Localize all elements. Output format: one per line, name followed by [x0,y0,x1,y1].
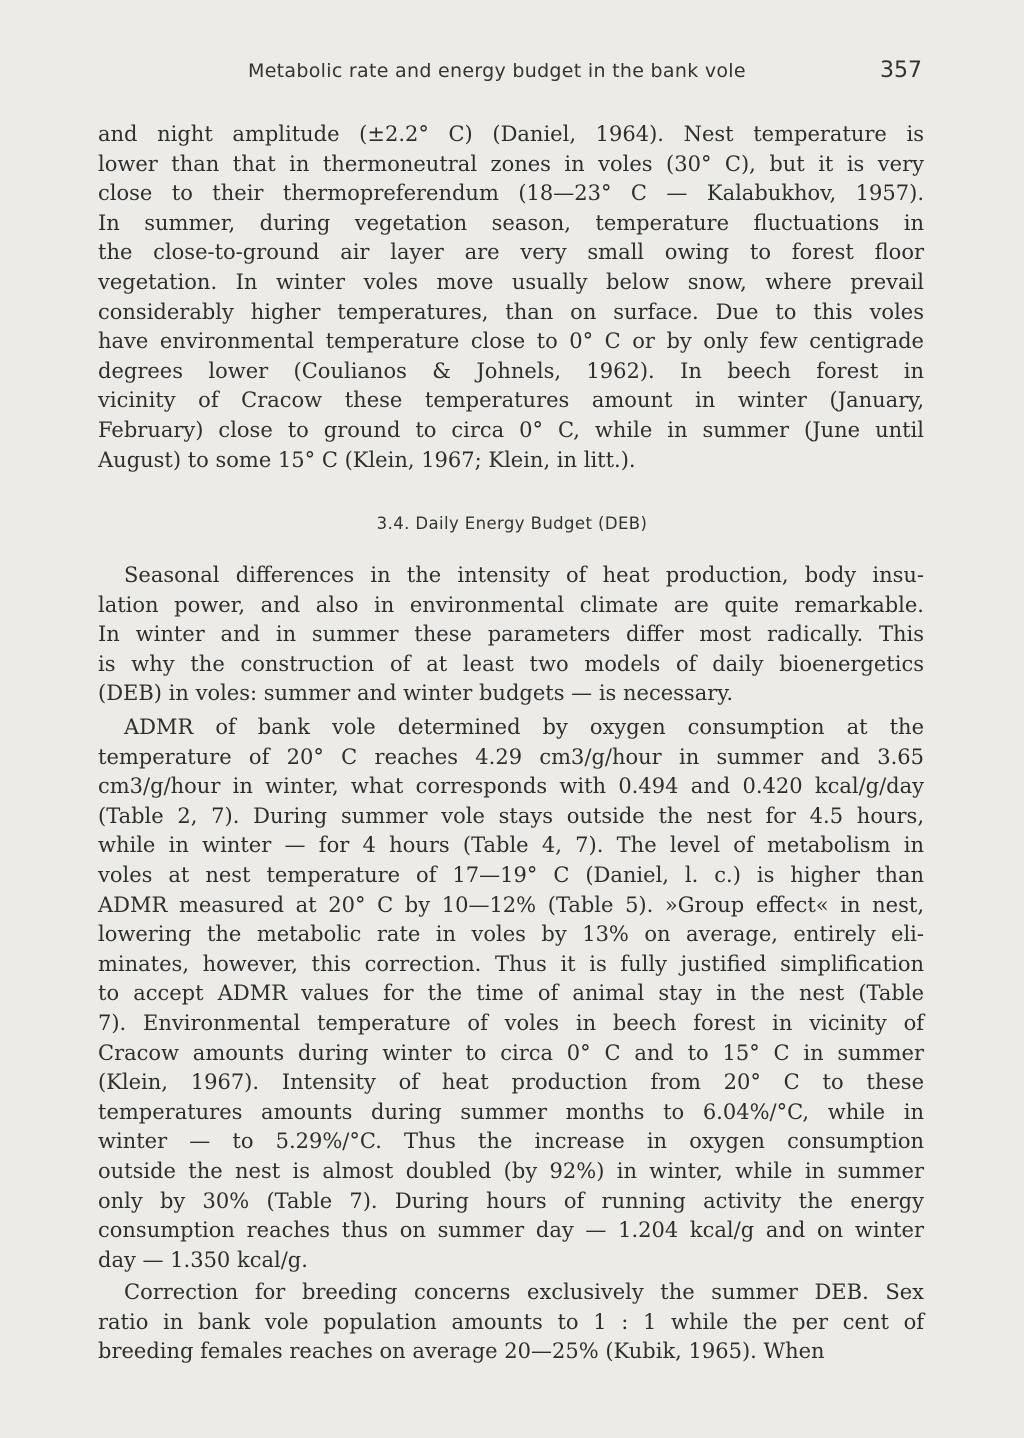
text-line: lation power, and also in environmental climate are quite remarkable. [98,592,924,617]
text-line: degrees lower (Coulianos & Johnels, 1962). In beech forest in [98,358,924,383]
text-line: 7). Environmental temperature of voles in beech forest in vicinity of [98,1010,924,1035]
text-line: (Klein, 1967). Intensity of heat production from 20° C to these [98,1070,924,1095]
text-line: (Table 2, 7). During summer vole stays outside the nest for 4.5 hours, [98,803,924,828]
text-line: Cracow amounts during winter to circa 0° C and to 15° C in summer [98,1040,924,1065]
text-line: temperature of 20° C reaches 4.29 cm3/g/hour in summer and 3.65 [98,744,924,769]
text-line: winter — to 5.29%/°C. Thus the increase in oxygen consumption [98,1129,924,1154]
text-line: is why the construction of at least two models of daily bioenergetics [98,651,924,676]
paragraph-4 [98,1278,924,1367]
text-line: ADMR of bank vole determined by oxygen consumption at the [124,715,924,739]
text-line: February) close to ground to circa 0° C, while in summer (June until [98,417,924,442]
text-line: Seasonal differences in the intensity of heat production, body insu- [124,563,924,587]
text-line: In winter and in summer these parameters differ most radically. This [98,622,924,647]
text-line: minates, however, this correction. Thus it is fully justified simplification [98,951,924,976]
section-heading: 3.4. Daily Energy Budget (DEB) [376,514,648,533]
running-title: Metabolic rate and energy budget in the bank vole [248,60,746,82]
text-line: the close-to-ground air layer are very small owing to forest floor [98,240,924,265]
text-line: Correction for breeding concerns exclusively the summer DEB. Sex [124,1280,924,1304]
text-line: day — 1.350 kcal/g. [98,1247,308,1272]
paragraph-2 [98,561,924,709]
text-line: consumption reaches thus on summer day — 1.204 kcal/g and on winter [98,1218,924,1243]
text-line: close to their thermopreferendum (18—23° C — Kalabukhov, 1957). [98,181,924,206]
text-line: lowering the metabolic rate in voles by 13% on average, entirely eli- [98,922,924,947]
text-line: (DEB) in voles: summer and winter budgets — is necessary. [98,681,734,706]
text-line: outside the nest is almost doubled (by 92%) in winter, while in summer [98,1158,924,1183]
text-line: ADMR measured at 20° C by 10—12% (Table 5). »Group effect« in nest, [98,892,924,917]
text-line: temperatures amounts during summer months to 6.04%/°C, while in [98,1099,924,1124]
text-line: breeding females reaches on average 20—25% (Kubik, 1965). When [98,1339,825,1364]
text-line: while in winter — for 4 hours (Table 4, 7). The level of metabolism in [98,833,924,858]
text-line: vicinity of Cracow these temperatures amount in winter (January, [98,388,924,413]
text-line: ratio in bank vole population amounts to 1 : 1 while the per cent of [98,1309,924,1334]
text-line: to accept ADMR values for the time of animal stay in the nest (Table [98,981,924,1006]
paragraph-1 [98,120,924,475]
text-line: and night amplitude (±2.2° C) (Daniel, 1964). Nest temperature is [98,122,924,146]
paragraph-3 [98,713,924,1275]
text-line: considerably higher temperatures, than on surface. Due to this voles [98,299,924,324]
text-line: have environmental temperature close to 0° C or by only few centigrade [98,329,924,354]
text-line: voles at nest temperature of 17—19° C (Daniel, l. c.) is higher than [98,862,924,887]
page-number: 357 [880,58,922,83]
text-line: only by 30% (Table 7). During hours of running activity the energy [98,1188,924,1213]
text-line: lower than that in thermoneutral zones in voles (30° C), but it is very [98,151,924,176]
text-line: In summer, during vegetation season, temperature fluctuations in [98,210,924,235]
text-line: vegetation. In winter voles move usually below snow, where prevail [98,269,924,294]
text-line: cm3/g/hour in winter, what corresponds with 0.494 and 0.420 kcal/g/day [98,774,924,799]
text-line: August) to some 15° C (Klein, 1967; Klein, in litt.). [98,447,636,472]
